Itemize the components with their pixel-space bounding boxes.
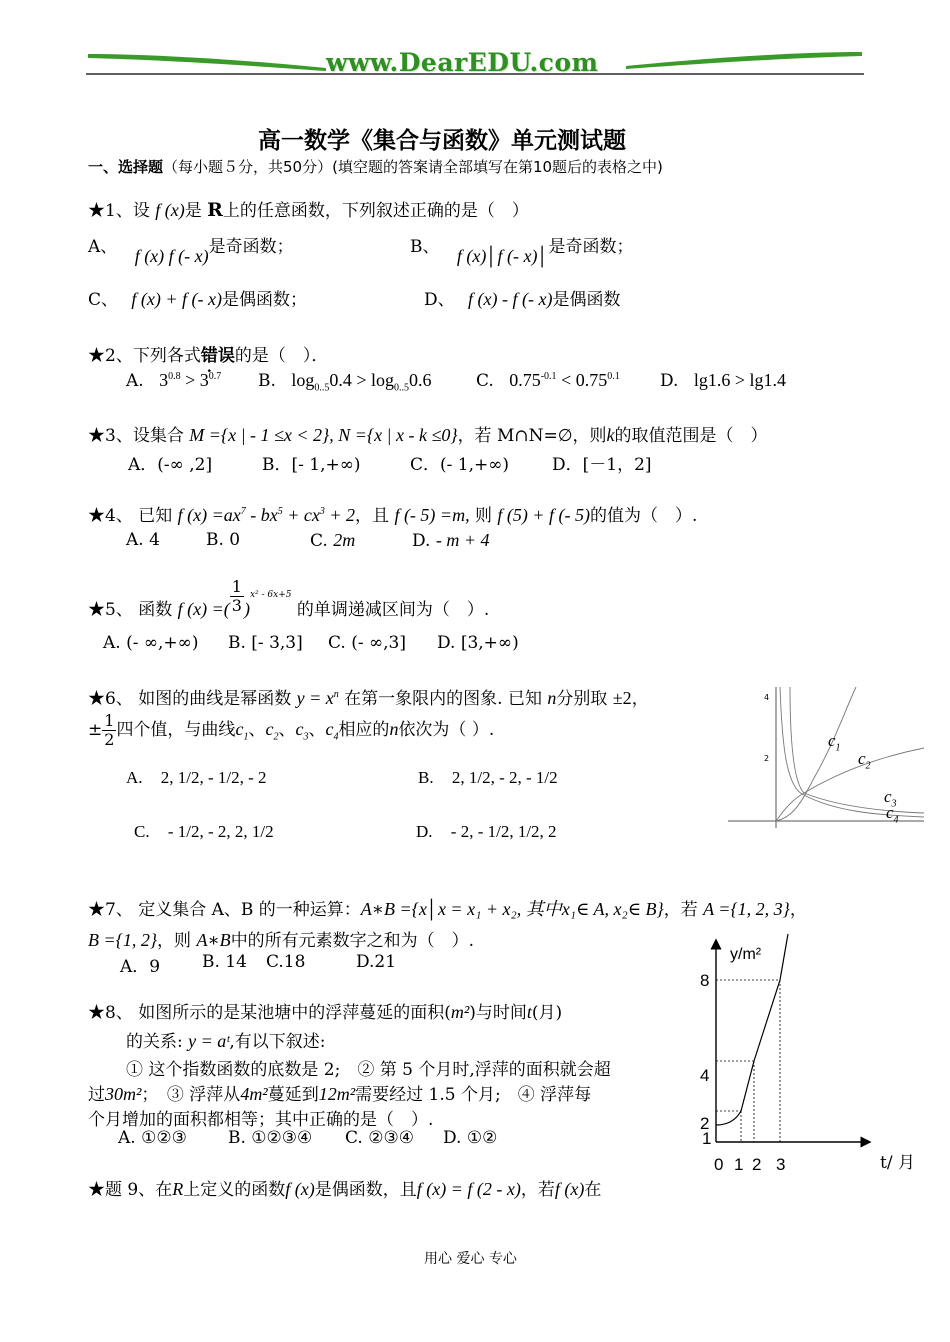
q1-a-text: 是奇函数； [208, 237, 294, 257]
q2-b-label: B. [258, 371, 276, 391]
q7-ab: A∗B [196, 930, 231, 950]
q7-comma: ， [789, 900, 807, 920]
q2-c-base1: 0.75 [509, 370, 541, 390]
q1-R: R [207, 199, 223, 221]
q6-graph-y2: 2 [764, 754, 770, 763]
q6-pm: ± [88, 720, 103, 740]
q4-stem-a: ★4、 已知 [88, 506, 173, 526]
q8-v12: 12m² [318, 1084, 356, 1104]
q8-graph-y4: 4 [700, 1066, 710, 1085]
q4-func-a: f (x) =ax [177, 505, 241, 525]
q6-stem-d: 四个值，与曲线 [116, 720, 236, 740]
q2-c-base2: 0.75 [575, 370, 608, 390]
q8-v4: 4m² [240, 1084, 268, 1104]
q5-fraction [230, 578, 244, 615]
q4-option-b: B. 0 [206, 530, 241, 550]
q6-c2-i: 2 [273, 731, 279, 743]
q1-b-expr: f (x)│f (- x)│ [456, 246, 549, 266]
q8-graph-y8: 8 [700, 971, 710, 990]
q3-stem-c: 的取值范围是（ ） [614, 426, 768, 446]
q6-stem [88, 684, 649, 709]
q6-gc4i: 4 [893, 814, 899, 826]
q6-c4-i: 4 [333, 731, 339, 743]
q7-set-a: A ={1, 2, 3} [703, 899, 790, 919]
q7-stem-d: 中的所有元素数字之和为（ ）. [230, 931, 475, 951]
q4-d-label: D. [412, 531, 436, 551]
q6-graph-c4 [886, 803, 899, 825]
q8-graph-x2: 2 [752, 1155, 762, 1174]
q6-gc3: c [884, 787, 892, 806]
section-header [88, 156, 663, 177]
q8-line4-d: 需要经过 1.5 个月; ④ 浮萍每 [355, 1085, 592, 1105]
q1-b-label: B、 [410, 237, 440, 257]
q8-option-a: A. ①②③ [118, 1128, 187, 1148]
q7-op: A∗B ={x│x = x₁ + x₂, 其中x₁∈ A, x₂∈ B} [360, 899, 664, 919]
q2-a-base2: 3 [199, 370, 209, 390]
q8-graph-x1: 1 [734, 1155, 744, 1174]
q3-set-expr: M ={x | - 1 ≤x < 2}, N ={x | x - k ≤0} [189, 425, 458, 445]
q6-func-base: y = x [296, 688, 334, 708]
q3-stem-a: ★3、设集合 [88, 426, 184, 446]
q6-d-expr: - 2, - 1/2, 1/2, 2 [450, 822, 557, 841]
q6-c-label: C. [134, 822, 150, 841]
q4-e2: 5 [277, 506, 283, 517]
q7-stem-c: ，则 [157, 931, 192, 951]
q6-c2-c: c [265, 719, 274, 739]
site-logo: www.DearEDU.com [326, 48, 599, 77]
q3-option-d: D．[－1，2] [552, 455, 652, 475]
q6-c3-i: 3 [303, 731, 309, 743]
q5-num: 1 [231, 577, 242, 596]
q8-line3: ① 这个指数函数的底数是 2; ② 第 5 个月时,浮萍的面积就会超 [126, 1060, 611, 1080]
q5-den: 3 [231, 596, 242, 615]
q8-v30: 30m² [105, 1084, 142, 1104]
q8-stem-a: ★8、 如图所示的是某池塘中的浮萍蔓延的面积( [88, 1003, 451, 1023]
q6-gc1: c [828, 731, 836, 750]
q4-t2: - bx [245, 505, 278, 525]
q2-stem-a: ★2、下列各式 [88, 346, 201, 366]
q5-exp: x² - 6x+5 [249, 590, 292, 600]
q2-c-exp2: 0.1 [607, 371, 620, 382]
q1-a-label: A、 [88, 237, 118, 257]
q8-stem-b: )与时间 [469, 1003, 527, 1023]
q1-option-d [424, 285, 621, 310]
q6-a-expr: 2, 1/2, - 1/2, - 2 [160, 768, 267, 787]
q4-t4: + 2 [324, 505, 356, 525]
q4-cond: f (- 5) =m, [394, 505, 470, 525]
q8-m2: m² [450, 1002, 470, 1022]
q2-option-b [258, 370, 432, 394]
q6-option-d [416, 822, 557, 842]
q6-power-graph [724, 683, 924, 828]
q8-line5: 个月增加的面积都相等；其中正确的是（ ）. [88, 1110, 434, 1130]
q6-stem-line2 [88, 712, 494, 749]
q8-graph-svg [696, 932, 926, 1177]
q6-c1-c: c [235, 719, 244, 739]
q4-stem-d: 的值为（ ）. [590, 506, 698, 526]
q6-option-b [418, 768, 558, 788]
q2-b-log1: log [291, 370, 315, 390]
q7-stem [88, 895, 807, 921]
q6-half-den: 2 [104, 730, 115, 749]
q1-c-label: C、 [88, 290, 119, 310]
q4-ask: f (5) + f (- 5) [497, 505, 591, 525]
q6-gc4: c [886, 803, 894, 822]
q1-a-expr: f (x) f (- x) [134, 246, 209, 266]
section-note: （每小题５分，共50分）(填空题的答案请全部填写在第10题后的表格之中) [163, 158, 663, 176]
q6-c2 [265, 719, 279, 743]
q8-option-b: B. ①②③④ [228, 1128, 313, 1148]
q2-c-exp1: -0.1 [540, 371, 557, 382]
q6-func [297, 688, 339, 708]
q4-func [178, 505, 355, 525]
q5-option-c: C. (- ∞,3] [328, 633, 407, 653]
q4-option-c [310, 530, 355, 551]
page-footer: 用心 爱心 专心 [424, 1251, 517, 1267]
q4-option-d [412, 530, 489, 551]
q2-b-val2: 0.6 [409, 370, 432, 390]
q1-stem-b: 是 [184, 201, 202, 221]
q2-d-expr: lg1.6 > lg1.4 [693, 370, 786, 390]
q4-stem-b: ，且 [355, 506, 390, 526]
q7-stem-a: ★7、 定义集合 A、B 的一种运算： [88, 900, 361, 920]
q7-option-c: C.18 [266, 952, 306, 972]
q6-c4 [325, 719, 339, 743]
q2-d-label: D. [660, 371, 679, 391]
q9-fx: f (x) [285, 1179, 315, 1199]
q8-t: t [526, 1002, 532, 1022]
q6-c3 [295, 719, 309, 743]
header-banner [86, 44, 864, 84]
q6-a-label: A. [126, 768, 143, 787]
q4-d-val: - m + 4 [435, 530, 490, 550]
q6-stem-c: 分别取 [556, 689, 608, 709]
q8-option-c: C. ②③④ [345, 1128, 414, 1148]
q4-c-val: 2m [333, 530, 356, 550]
q7-option-d: D.21 [356, 952, 397, 972]
q8-line2 [126, 1027, 325, 1052]
q3-option-a: A．(-∞ ,2] [128, 455, 213, 475]
q2-c-op: < [556, 370, 576, 390]
q6-stem-b: 在第一象限内的图象. 已知 [344, 689, 542, 709]
q6-c4-c: c [325, 719, 334, 739]
q9-stem-a: ★题 9、在 [88, 1180, 173, 1200]
q3-option-c: C．(- 1,+∞) [410, 455, 510, 475]
q5-option-d: D. [3,+∞) [437, 633, 519, 653]
q7-stem-line2 [88, 926, 474, 951]
q4-stem-c: 则 [474, 506, 492, 526]
q9-R: R [172, 1179, 184, 1199]
q6-c1-i: 1 [243, 731, 249, 743]
q2-option-d [660, 370, 786, 391]
q4-stem [88, 501, 697, 526]
q8-growth-graph [696, 932, 926, 1177]
q8-line4-b: ； ③ 浮萍从 [141, 1085, 241, 1105]
q1-stem-a: ★1、设 [88, 201, 150, 221]
q6-half [102, 712, 116, 749]
q9-stem-c: 是偶函数，且 [314, 1180, 417, 1200]
q5-stem-a: ★5、 函数 [88, 600, 173, 620]
q4-e3: 3 [319, 506, 325, 517]
q1-fx: f (x) [155, 200, 185, 220]
q6-c-expr: - 1/2, - 2, 2, 1/2 [167, 822, 274, 841]
q2-b-sub1: 0..5 [314, 382, 330, 394]
q5-stem-b: 的单调递减区间为（ ）. [296, 600, 490, 620]
q8-rel: y = aᵗ [188, 1031, 230, 1051]
q1-d-label: D、 [424, 290, 455, 310]
q4-e1: 7 [240, 506, 246, 517]
q1-option-b [410, 232, 634, 266]
q6-sep2: 、 [278, 720, 296, 740]
q5-func: f (x) =( [177, 599, 230, 619]
q6-graph-c1 [828, 731, 841, 753]
q1-c-text: 是偶函数； [222, 290, 308, 310]
q9-stem-b: 上定义的函数 [183, 1180, 286, 1200]
q6-stem-a: ★6、 如图的曲线是幂函数 [88, 689, 292, 709]
q6-stem-e: 相应的 [338, 720, 390, 740]
q6-pm2: ±2 [612, 688, 632, 708]
q6-sep3: 、 [308, 720, 326, 740]
q2-stem-b: 的是（ ）． [234, 346, 329, 366]
q2-a-exp2: 0.7 [208, 371, 222, 382]
q8-graph-ylabel: y/m² [730, 946, 762, 963]
q2-b-sub2: 0..5 [394, 382, 409, 394]
q2-emph: 错误 [200, 346, 235, 366]
q6-c3-c: c [295, 719, 304, 739]
q2-a-expr [159, 370, 221, 390]
q2-stem [88, 341, 328, 366]
q9-stem-e: 在 [584, 1180, 602, 1200]
q8-graph-x3: 3 [776, 1155, 786, 1174]
q1-d-text: 是偶函数 [552, 290, 621, 310]
q6-gc3i: 3 [891, 798, 897, 810]
q1-d-expr: f (x) - f (- x) [468, 289, 553, 309]
q2-options [126, 370, 221, 391]
q6-c1 [235, 719, 249, 743]
q2-a-op: > [180, 370, 200, 390]
q8-graph-x0: 0 [714, 1155, 724, 1174]
q3-stem-b: ，若 M∩N=∅，则 [457, 426, 607, 446]
q6-b-label: B. [418, 768, 434, 787]
q2-a-base1: 3 [159, 370, 169, 390]
q2-b-val1: 0.4 > [329, 370, 371, 390]
q9-stem [88, 1175, 601, 1200]
q8-line4-a: 过 [88, 1085, 105, 1105]
q7-option-a: A．9 [120, 957, 161, 977]
q6-graph-c2 [858, 749, 871, 771]
q7-option-b: B. 14 [202, 952, 247, 972]
q6-stem-f: 依次为（ ）. [398, 720, 495, 740]
q1-stem [88, 196, 529, 221]
q6-n-sup: n [333, 689, 339, 700]
q5-option-a: A. (- ∞,+∞) [103, 633, 199, 653]
q8-line4 [88, 1080, 591, 1105]
q8-stem [88, 998, 562, 1023]
q6-option-a [126, 768, 267, 788]
q7-stem-b: ，若 [663, 900, 698, 920]
q6-half-num: 1 [104, 711, 115, 730]
q2-option-c [476, 370, 620, 391]
q2-c-label: C. [476, 371, 494, 391]
section-label: 一、选择题 [88, 158, 164, 176]
q1-option-c [88, 285, 307, 310]
q1-b-text: 是奇函数； [548, 237, 634, 257]
q3-stem [88, 421, 768, 446]
page-title: 高一数学《集合与函数》单元测试题 [258, 128, 626, 154]
q2-b-log2: log [370, 370, 394, 390]
q8-option-d: D. ①② [443, 1128, 498, 1148]
q2-b-expr [291, 370, 432, 394]
q6-gc1i: 1 [835, 742, 841, 754]
q6-gc2: c [858, 749, 866, 768]
q6-gc2i: 2 [865, 760, 871, 772]
q6-n2: n [389, 719, 399, 739]
q5-stem: ★5、 函数 f (x) =( $\frac{1}{3}$ )$^{x^2 - 6x+5}$ 的单调递减区间为（ ）. [88, 577, 490, 620]
q6-n: n [547, 688, 557, 708]
q4-t3: + cx [282, 505, 320, 525]
q1-option-a [88, 232, 294, 266]
q8-line2-a: 的关系: [126, 1032, 183, 1052]
q3-k: k [606, 425, 615, 445]
q9-stem-d: ，若 [520, 1180, 555, 1200]
q2-a-exp1: 0.8 [168, 371, 181, 382]
q6-d-label: D. [416, 822, 433, 841]
q1-c-expr: f (x) + f (- x) [131, 289, 223, 309]
q5-option-b: B. [- 3,3] [228, 633, 303, 653]
q8-graph-y2: 2 [700, 1114, 710, 1133]
q8-graph-xlabel: t/ 月 [880, 1153, 915, 1173]
q6-comma: ， [631, 689, 649, 709]
q8-line2-b: ,有以下叙述: [229, 1032, 326, 1052]
q4-option-a: A. 4 [126, 530, 160, 550]
q2-c-expr [509, 370, 620, 390]
q3-option-b: B．[- 1,+∞) [262, 455, 361, 475]
q1-stem-c: 上的任意函数，下列叙述正确的是（ ） [222, 201, 529, 221]
q6-graph-y4: 4 [764, 693, 770, 702]
q6-option-c [134, 822, 274, 842]
q7-set-b: B ={1, 2} [88, 930, 158, 950]
q6-b-expr: 2, 1/2, - 2, - 1/2 [451, 768, 558, 787]
q9-cond: f (x) = f (2 - x) [416, 1179, 521, 1199]
q9-fx2: f (x) [554, 1179, 585, 1199]
q8-line4-c: 蔓延到 [267, 1085, 319, 1105]
q8-graph-y1: 1 [702, 1129, 712, 1148]
q6-sep1: 、 [248, 720, 266, 740]
q8-stem-c: (月) [531, 1003, 563, 1023]
q2-a-label: A. [126, 371, 144, 391]
q4-c-label: C. [310, 531, 334, 551]
